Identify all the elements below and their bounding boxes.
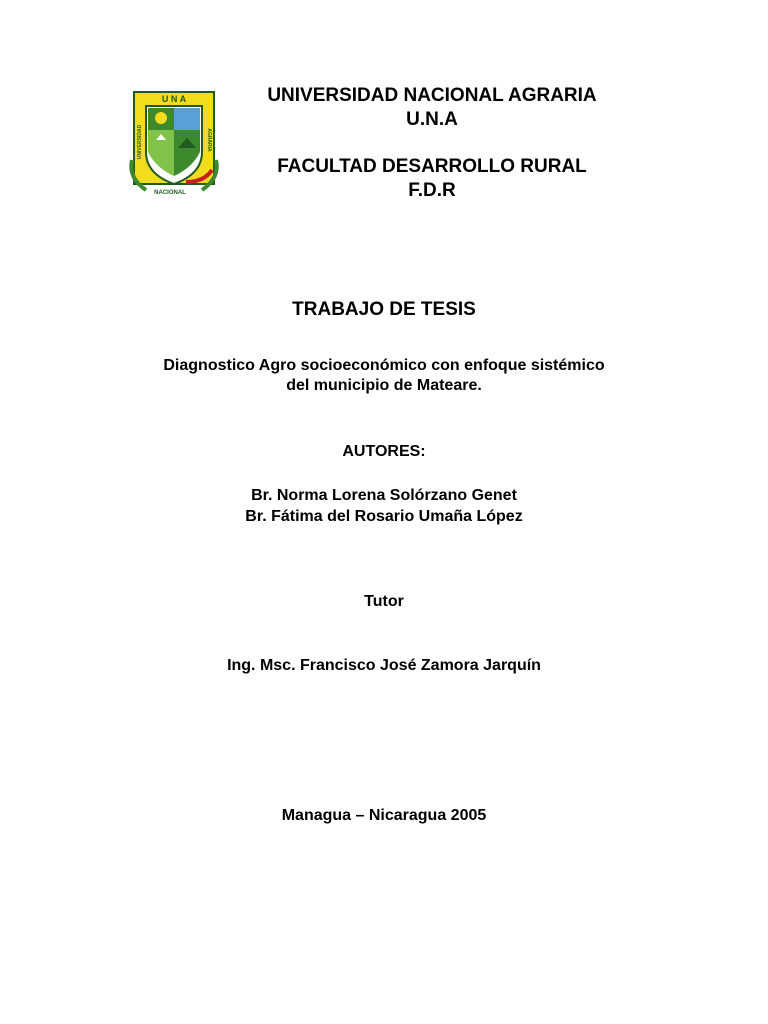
place-and-date: Managua – Nicaragua 2005 xyxy=(281,807,487,824)
authors-list xyxy=(0,485,768,527)
university-heading xyxy=(232,84,632,132)
tutor-name: Ing. Msc. Francisco José Zamora Jarquín xyxy=(227,657,541,674)
logo-top-text: U N A xyxy=(161,94,187,104)
faculty-name: FACULTAD DESARROLLO RURAL xyxy=(277,156,587,177)
faculty-heading xyxy=(232,155,632,203)
logo-left-text: UNIVERSIDAD xyxy=(137,124,143,160)
thesis-subtitle xyxy=(0,356,768,396)
university-abbreviation: U.N.A xyxy=(406,109,458,130)
logo-bottom-text: NACIONAL xyxy=(154,190,186,196)
thesis-subtitle-line-2: del municipio de Mateare. xyxy=(286,377,482,394)
author-name: Br. Norma Lorena Solórzano Genet xyxy=(251,487,517,504)
logo-right-text: AGRARIA xyxy=(206,128,212,152)
thesis-type-title: TRABAJO DE TESIS xyxy=(292,299,476,320)
faculty-abbreviation: F.D.R xyxy=(408,180,456,201)
authors-label: AUTORES: xyxy=(342,443,426,460)
university-name: UNIVERSIDAD NACIONAL AGRARIA xyxy=(267,85,597,106)
thesis-subtitle-line-1: Diagnostico Agro socioeconómico con enfoque sistémico xyxy=(163,357,605,374)
university-crest-logo xyxy=(126,90,222,200)
author-name: Br. Fátima del Rosario Umaña López xyxy=(245,508,523,525)
tutor-label: Tutor xyxy=(364,593,404,610)
